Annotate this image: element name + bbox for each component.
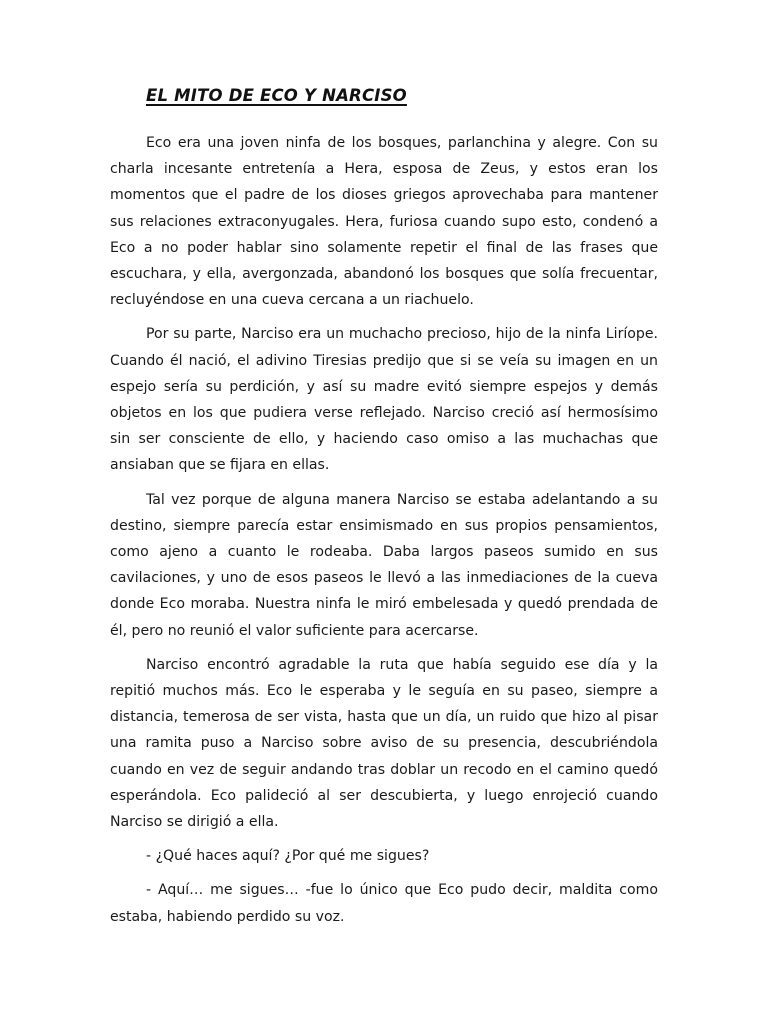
paragraph-1: Eco era una joven ninfa de los bosques, parlanchina y alegre. Con su charla incesante entretenía a Hera, esposa de Zeus, y estos eran los momentos que el padre de los dioses griegos aprovechaba para mantener sus relaciones extraconyugales. Hera, furiosa cuando supo esto, condenó a Eco a no poder hablar sino solamente repetir el final de las frases que escuchara, y ella, avergonzada, abandonó los bosques que solía frecuentar, recluyéndose en una cueva cercana a un riachuelo. xyxy=(110,135,658,309)
paragraph-3: Tal vez porque de alguna manera Narciso se estaba adelantando a su destino, siempre parecía estar ensimismado en sus propios pensamientos, como ajeno a cuanto le rodeaba. Daba largos paseos sumido en sus cavilaciones, y uno de esos paseos le llevó a las inmediaciones de la cueva donde Eco moraba. Nuestra ninfa le miró embelesada y quedó prendada de él, pero no reunió el valor suficiente para acercarse. xyxy=(110,491,658,639)
dialogue-line-2: - Aquí… me sigues… -fue lo único que Eco pudo decir, maldita como estaba, habiendo perdido su voz. xyxy=(110,882,658,925)
document-body xyxy=(110,130,658,938)
document-title: EL MITO DE ECO Y NARCISO xyxy=(146,86,407,105)
dialogue-line-1: - ¿Qué haces aquí? ¿Por qué me sigues? xyxy=(146,848,430,865)
paragraph-2: Por su parte, Narciso era un muchacho precioso, hijo de la ninfa Liríope. Cuando él nació, el adivino Tiresias predijo que si se veía su imagen en un espejo sería su perdición, y así su madre evitó siempre espejos y demás objetos en los que pudiera verse reflejado. Narciso creció así hermosísimo sin ser consciente de ello, y haciendo caso omiso a las muchachas que ansiaban que se fijara en ellas. xyxy=(110,326,658,474)
paragraph-4: Narciso encontró agradable la ruta que había seguido ese día y la repitió muchos más. Eco le esperaba y le seguía en su paseo, siempre a distancia, temerosa de ser vista, hasta que un día, un ruido que hizo al pisar una ramita puso a Narciso sobre aviso de su presencia, descubriéndola cuando en vez de seguir andando tras doblar un recodo en el camino quedó esperándola. Eco palideció al ser descubierta, y luego enrojeció cuando Narciso se dirigió a ella. xyxy=(110,656,658,831)
